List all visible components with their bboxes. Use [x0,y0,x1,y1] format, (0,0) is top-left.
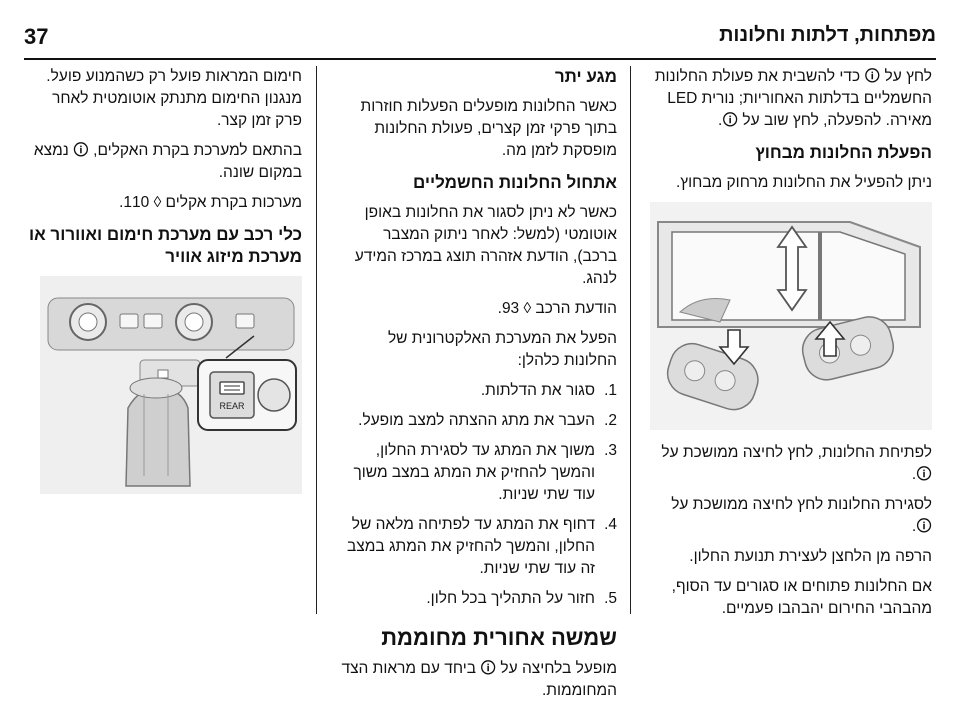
section-heading: מגע יתר [554,67,617,86]
list-item [335,440,617,506]
step-number: 1. [604,382,617,399]
step-text: חזור על התהליך בכל חלון. [426,590,595,607]
intro-paragraph: לחץ על 🛈 כדי להשבית את פעולת החלונות החשמליים בדלתות האחוריות; נורית LED מאירה. להפעלה, לחץ שוב על 🛈. [654,68,932,129]
column-separator [316,66,317,614]
paragraph: לסגירת החלונות לחץ לחיצה ממושכת על 🛈. [671,496,932,535]
section-heading: הפעלת החלונות מבחוץ [755,143,932,162]
left-column [26,66,302,506]
right-column [650,66,932,628]
window-remote-illustration [650,202,932,430]
header-rule [24,58,936,60]
paragraph: בהתאם למערכת בקרת האקלים, 🛈 נמצא במקום שונה. [33,142,302,181]
paragraph: ניתן להפעיל את החלונות מרחוק מבחוץ. [675,174,932,191]
paragraph: כאשר החלונות מופעלים הפעלות חוזרות בתוך פרקי זמן קצרים, פעולת החלונות מופסקת לזמן מה. [360,98,617,159]
step-text: העבר את מתג ההצתה למצב מופעל. [358,412,595,429]
paragraph: אם החלונות פתוחים או סגורים עד הסוף, מהבהבי החירום יהבהבו פעמיים. [671,578,932,617]
step-text: דחוף את המתג עד לפתיחה מלאה של החלון, והמשך להחזיק את המתג במצב זה עוד שתי שניות. [347,516,595,577]
step-number: 3. [604,442,617,459]
paragraph: מופעל בלחיצה על 🛈 ביחד עם מראות הצד המחוממות. [341,660,617,699]
paragraph: כאשר לא ניתן לסגור את החלונות באופן אוטומטי (למשל: לאחר ניתוק המצבר ברכב), הודעת אזהרה תוצג במרכז המידע לנהג. [354,204,617,287]
cross-reference: מערכות בקרת אקלים ◊ 110. [119,194,302,211]
list-item [335,380,617,402]
rear-button-text: REAR [219,401,245,411]
list-item [335,588,617,610]
paragraph: הרפה מן הלחצן לעצירת תנועת החלון. [689,548,932,565]
section-heading: כלי רכב עם מערכת חימום ואוורור או מערכת מיזוג אוויר [28,225,302,266]
step-text: משוך את המתג עד לסגירת החלון, והמשך להחזיק את המתג במצב משוך עוד שתי שניות. [353,442,595,503]
chapter-title: מפתחות, דלתות וחלונות [719,24,936,46]
step-number: 4. [604,516,617,533]
paragraph: הפעל את המערכת האלקטרונית של החלונות כלהלן: [387,330,617,369]
column-separator [630,66,631,614]
page-header [24,22,936,54]
section-heading-large: שמשה אחורית מחוממת [381,625,617,650]
steps-list [335,380,617,610]
step-number: 5. [604,590,617,607]
step-number: 2. [604,412,617,429]
console-illustration [26,276,302,494]
middle-column [335,66,617,710]
list-item [335,410,617,432]
paragraph: לפתיחת החלונות, לחץ לחיצה ממושכת על 🛈. [661,444,932,483]
cross-reference: הודעת הרכב ◊ 93. [497,300,617,317]
page-number: 37 [24,24,49,49]
list-item [335,514,617,580]
section-heading: אתחול החלונות החשמליים [412,173,617,192]
step-text: סגור את הדלתות. [480,382,595,399]
paragraph: חימום המראות פועל רק כשהמנוע פועל. מנגנון החימום מתנתק אוטומטית לאחר פרק זמן קצר. [46,68,302,129]
